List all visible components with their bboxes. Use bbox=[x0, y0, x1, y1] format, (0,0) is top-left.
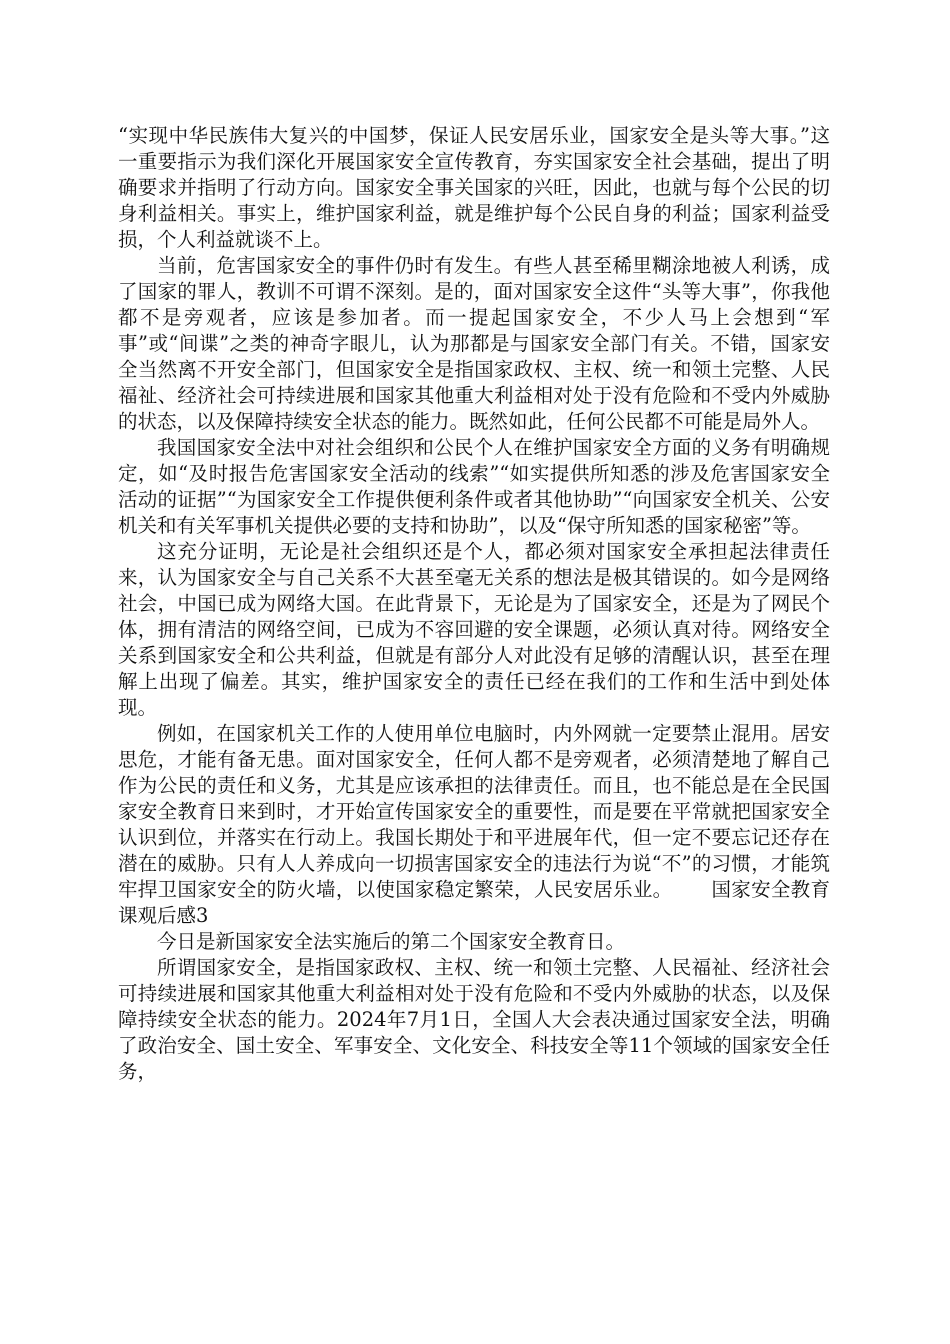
document-body bbox=[118, 123, 830, 1085]
paragraph-4: 这充分证明，无论是社会组织还是个人，都必须对国家安全承担起法律责任来，认为国家安全与自己关系不大甚至毫无关系的想法是极其错误的。如今是网络社会，中国已成为网络大国。在此背景下，无论是为了国家安全，还是为了网民个体，拥有清洁的网络空间，已成为不容回避的安全课题，必须认真对待。网络安全关系到国家安全和公共利益，但就是有部分人对此没有足够的清醒认识，甚至在理解上出现了偏差。其实，维护国家安全的责任已经在我们的工作和生活中到处体现。 bbox=[118, 540, 830, 719]
paragraph-7: 所谓国家安全，是指国家政权、主权、统一和领土完整、人民福祉、经济社会可持续进展和国家其他重大利益相对处于没有危险和不受内外威胁的状态，以及保障持续安全状态的能力。2024年7月1日，全国人大会表决通过国家安全法，明确了政治安全、国土安全、军事安全、文化安全、科技安全等11个领域的国家安全任务， bbox=[118, 956, 830, 1083]
paragraph-6: 今日是新国家安全法实施后的第二个国家安全教育日。 bbox=[157, 930, 626, 953]
paragraph-5-text: 例如，在国家机关工作的人使用单位电脑时，内外网就一定要禁止混用。居安思危，才能有备无患。面对国家安全，任何人都不是旁观者，必须清楚地了解自己作为公民的责任和义务，尤其是应该承担的法律责任。而且，也不能总是在全民国家安全教育日来到时，才开始宣传国家安全的重要性，而是要在平常就把国家安全认识到位，并落实在行动上。我国长期处于和平进展年代，但一定不要忘记还存在潜在的威胁。只有人人养成向一切损害国家安全的违法行为说“不”的习惯，才能筑牢捍卫国家安全的防火墙，以使国家稳定繁荣，人民安居乐业。 bbox=[118, 722, 830, 901]
section-heading: 国家安全教育课观后感3 bbox=[118, 878, 830, 927]
paragraph-5 bbox=[118, 721, 830, 929]
paragraph-1: “实现中华民族伟大复兴的中国梦，保证人民安居乐业，国家安全是头等大事。”这一重要指示为我们深化开展国家安全宣传教育，夯实国家安全社会基础，提出了明确要求并指明了行动方向。国家安全事关国家的兴旺，因此，也就与每个公民的切身利益相关。事实上，维护国家利益，就是维护每个公民自身的利益；国家利益受损，个人利益就谈不上。 bbox=[118, 124, 830, 251]
paragraph-2: 当前，危害国家安全的事件仍时有发生。有些人甚至稀里糊涂地被人利诱，成了国家的罪人，教训不可谓不深刻。是的，面对国家安全这件“头等大事”，你我他都不是旁观者，应该是参加者。而一提起国家安全，不少人马上会想到“军事”或“间谍”之类的神奇字眼儿，认为那都是与国家安全部门有关。不错，国家安全当然离不开安全部门，但国家安全是指国家政权、主权、统一和领土完整、人民福祉、经济社会可持续进展和国家其他重大利益相对处于没有危险和不受内外威胁的状态，以及保障持续安全状态的能力。既然如此，任何公民都不可能是局外人。 bbox=[118, 254, 830, 433]
paragraph-3: 我国国家安全法中对社会组织和公民个人在维护国家安全方面的义务有明确规定，如“及时报告危害国家安全活动的线索”“如实提供所知悉的涉及危害国家安全活动的证据”“为国家安全工作提供便利条件或者其他协助”“向国家安全机关、公安机关和有关军事机关提供必要的支持和协助”，以及“保守所知悉的国家秘密”等。 bbox=[118, 436, 830, 537]
